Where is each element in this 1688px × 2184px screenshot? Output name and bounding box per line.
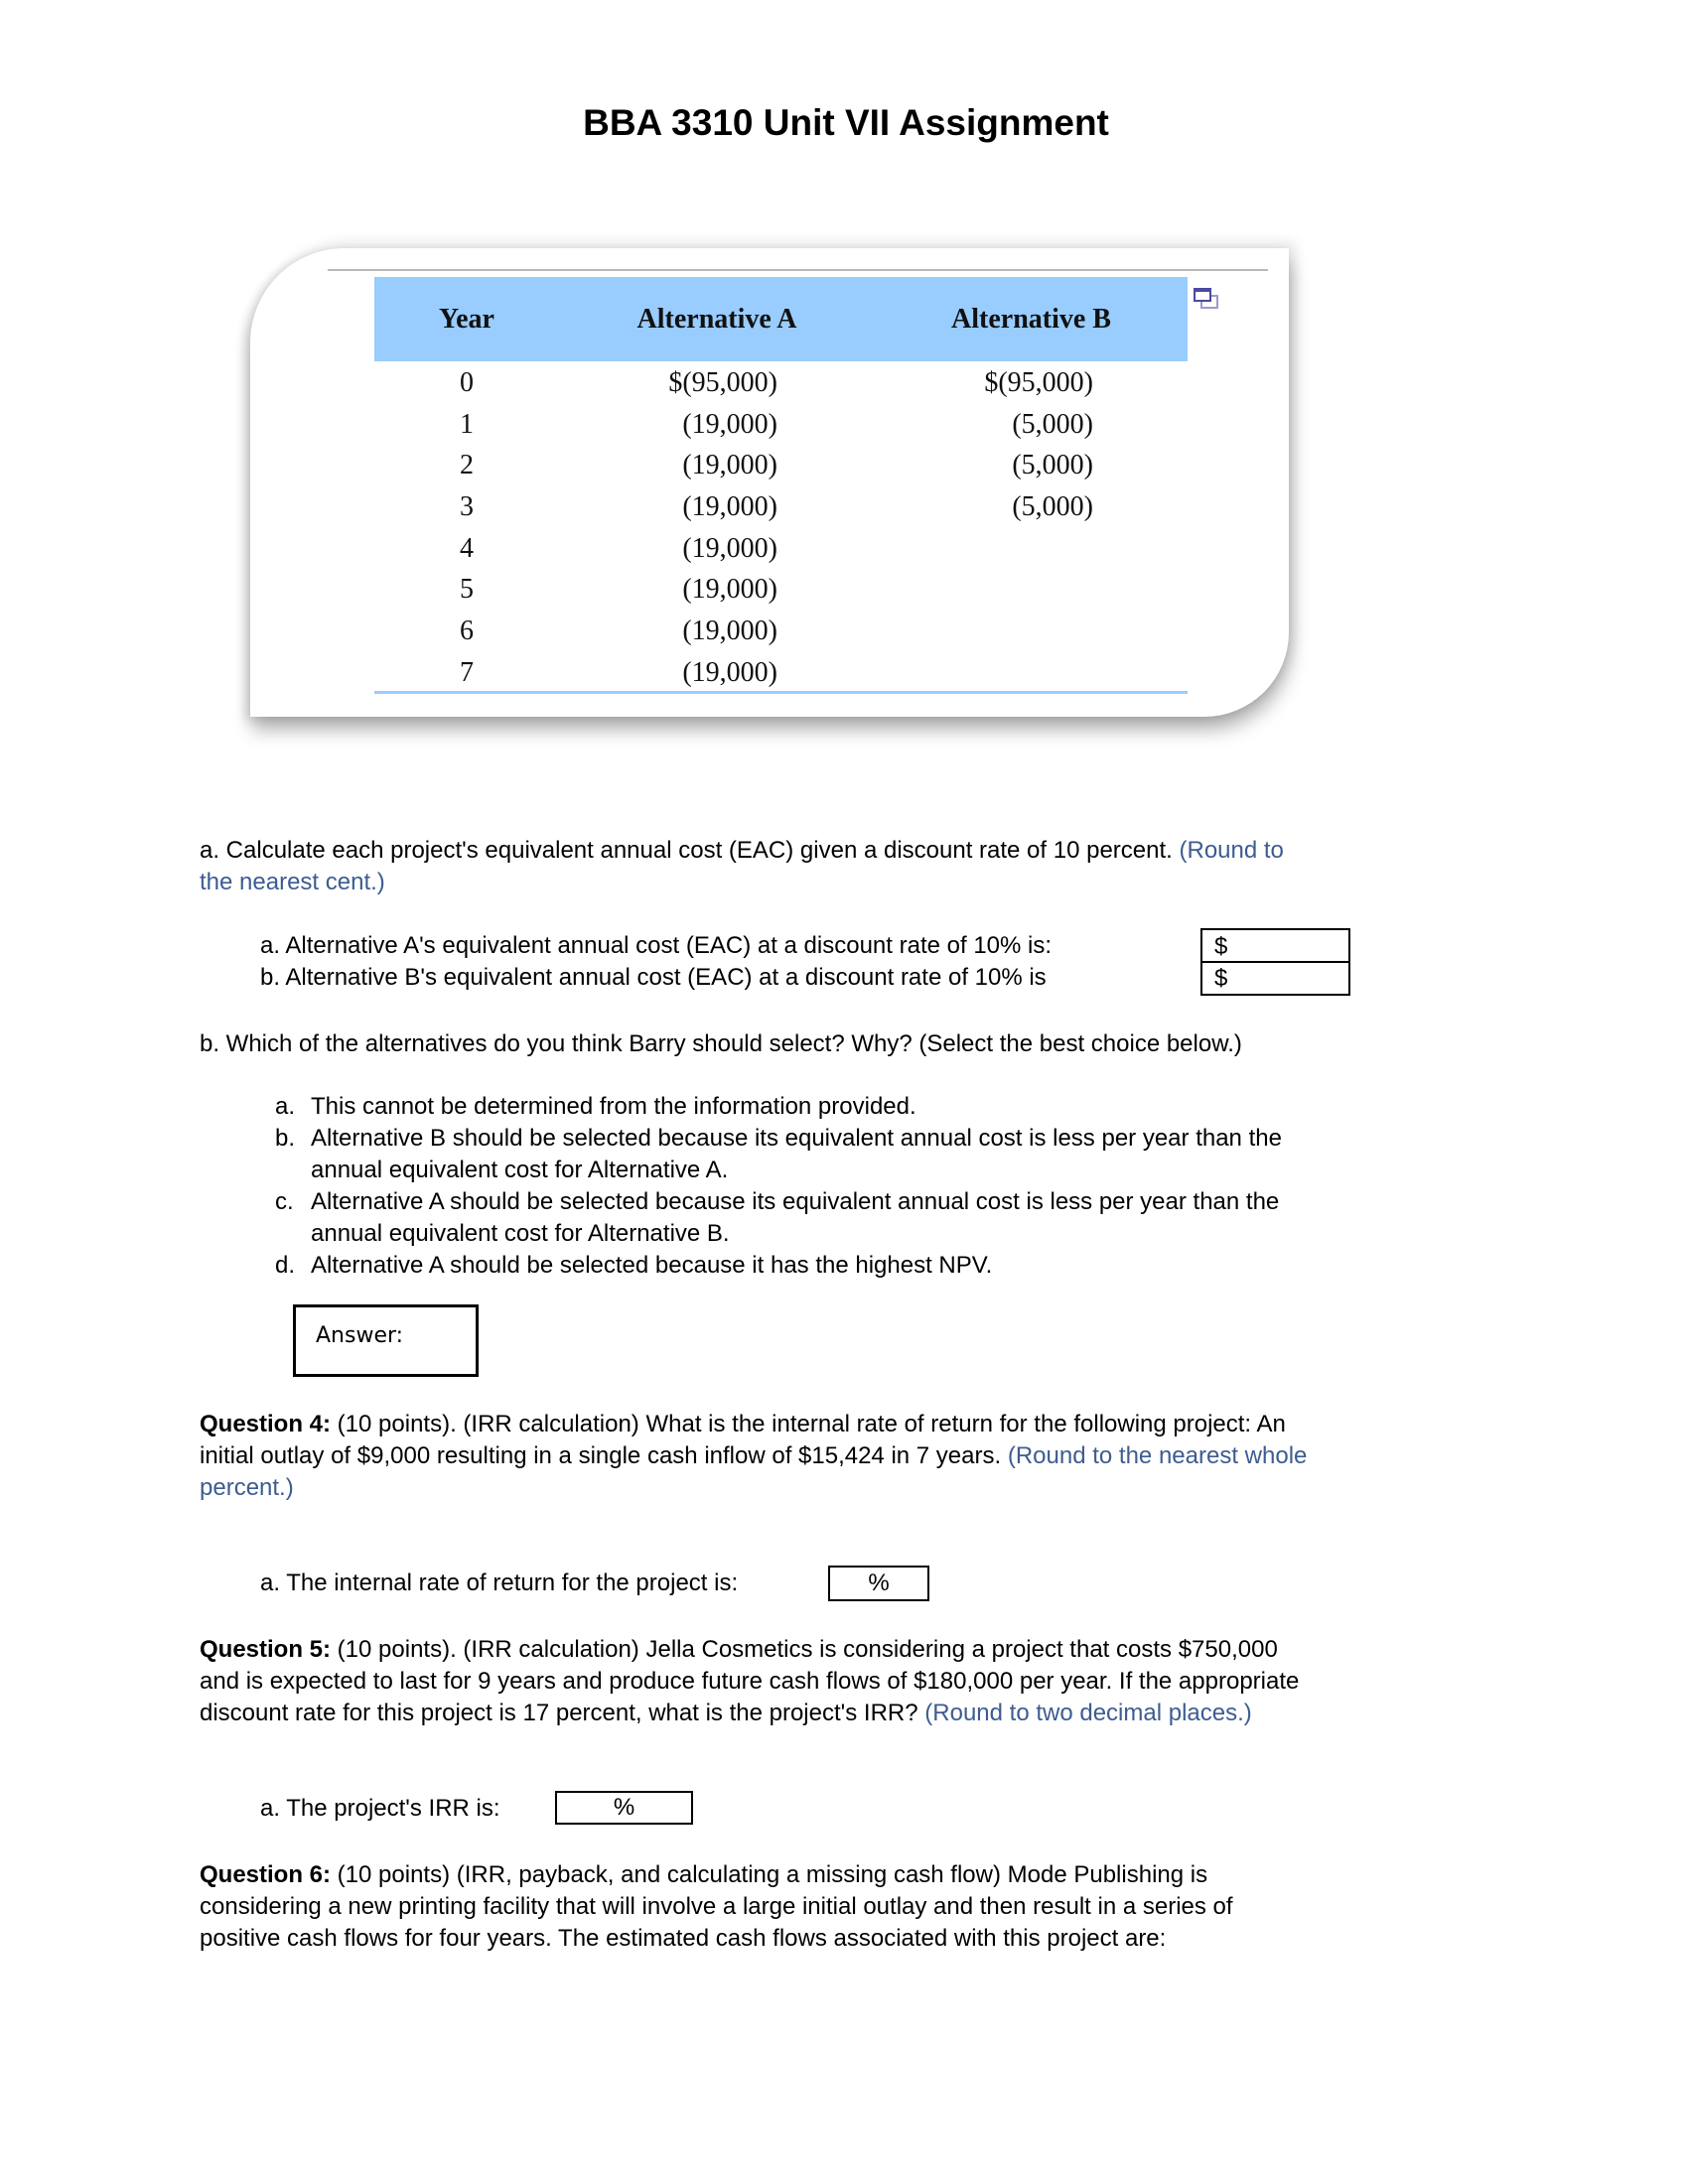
choice-marker: a. [275, 1093, 296, 1120]
cell-alternative-b [875, 568, 1093, 610]
eac-alternative-b-label: b. Alternative B's equivalent annual cost (EAC) at a discount rate of 10% is [260, 964, 1047, 991]
table-row [374, 527, 1188, 569]
cell-alternative-a: (19,000) [682, 656, 777, 688]
question-5-label: Question 5: [200, 1636, 332, 1663]
choice-marker: b. [275, 1125, 296, 1152]
choice-text-continued: annual equivalent cost for Alternative B. [311, 1220, 730, 1247]
table-row [374, 485, 1188, 527]
cell-alternative-b [875, 651, 1093, 693]
percent-suffix: % [868, 1570, 890, 1596]
cell-alternative-b: $(95,000) [984, 367, 1093, 398]
cell-year: 2 [460, 450, 474, 481]
rounding-hint: (Round to two decimal places.) [924, 1700, 1252, 1726]
table-header-row [374, 277, 1188, 361]
cell-alternative-a: (19,000) [682, 574, 777, 606]
table-top-divider [328, 269, 1268, 271]
question-5-text: (10 points). (IRR calculation) Jella Cosmetics is considering a project that costs $750,000 [331, 1636, 1278, 1663]
part-a-prompt [200, 835, 1284, 867]
table-row [374, 403, 1188, 445]
choice-marker: c. [275, 1188, 294, 1215]
popout-window-icon[interactable] [1194, 288, 1219, 310]
choice-text: Alternative A should be selected because it has the highest NPV. [311, 1252, 993, 1279]
cell-alternative-a: (19,000) [682, 408, 777, 440]
cell-alternative-b [875, 527, 1093, 569]
rounding-hint: (Round to [1179, 837, 1284, 864]
question-6-text: (10 points) (IRR, payback, and calculating a missing cash flow) Mode Publishing is [331, 1861, 1208, 1888]
rounding-hint-continued: the nearest cent.) [200, 869, 385, 895]
cell-year: 6 [460, 615, 474, 647]
column-header-alternative-b: Alternative B [951, 304, 1111, 335]
table-bottom-rule [374, 691, 1188, 694]
cell-year: 7 [460, 656, 474, 688]
eac-alternative-b-input[interactable] [1200, 961, 1350, 996]
cell-year: 0 [460, 367, 474, 398]
choice-text: Alternative B should be selected because its equivalent annual cost is less per year than the [311, 1125, 1282, 1152]
cell-year: 3 [460, 491, 474, 523]
cell-alternative-a: (19,000) [682, 532, 777, 564]
question-5-text-continued: discount rate for this project is 17 percent, what is the project's IRR? [200, 1700, 918, 1726]
irr-question-5-label: a. The project's IRR is: [260, 1795, 500, 1822]
dollar-prefix: $ [1214, 965, 1228, 992]
choice-text: Alternative A should be selected because its equivalent annual cost is less per year than the [311, 1188, 1280, 1215]
table-row [374, 444, 1188, 485]
choice-text-continued: annual equivalent cost for Alternative A. [311, 1157, 729, 1183]
part-b-prompt: b. Which of the alternatives do you think Barry should select? Why? (Select the best choice below.) [200, 1030, 1242, 1057]
answer-label: Answer: [316, 1323, 404, 1348]
rounding-hint-continued: percent.) [200, 1474, 294, 1501]
cell-alternative-b: (5,000) [1012, 491, 1093, 523]
cell-alternative-b: (5,000) [1012, 408, 1093, 440]
table-body [374, 361, 1188, 693]
choice-marker: d. [275, 1252, 296, 1279]
cell-alternative-b: (5,000) [1012, 450, 1093, 481]
table-row [374, 651, 1188, 693]
column-header-year: Year [439, 304, 494, 335]
cell-year: 5 [460, 574, 474, 606]
dollar-prefix: $ [1214, 933, 1228, 960]
question-4-line-2 [200, 1440, 1307, 1472]
cell-alternative-b [875, 610, 1093, 651]
column-header-alternative-a: Alternative A [636, 304, 797, 335]
question-4-text-continued: initial outlay of $9,000 resulting in a single cash inflow of $15,424 in 7 years. [200, 1442, 1002, 1469]
eac-alternative-a-label: a. Alternative A's equivalent annual cost (EAC) at a discount rate of 10% is: [260, 932, 1053, 959]
eac-alternative-a-input[interactable] [1200, 928, 1350, 964]
cell-alternative-a: (19,000) [682, 450, 777, 481]
table-row [374, 568, 1188, 610]
question-5-line-1 [200, 1634, 1278, 1666]
choice-text: This cannot be determined from the information provided. [311, 1093, 916, 1120]
table-row [374, 361, 1188, 403]
rounding-hint: (Round to the nearest whole [1007, 1442, 1308, 1469]
question-5-line-2: and is expected to last for 9 years and produce future cash flows of $180,000 per year. If the appropriate [200, 1668, 1300, 1695]
question-4-text: (10 points). (IRR calculation) What is the internal rate of return for the following project: An [331, 1411, 1286, 1437]
irr-question-4-label: a. The internal rate of return for the project is: [260, 1570, 739, 1596]
cell-alternative-a: (19,000) [682, 491, 777, 523]
question-5-line-3 [200, 1698, 1252, 1729]
question-6-line-3: positive cash flows for four years. The estimated cash flows associated with this project are: [200, 1925, 1167, 1952]
cell-alternative-a: (19,000) [682, 615, 777, 647]
question-4-label: Question 4: [200, 1411, 332, 1437]
percent-suffix: % [613, 1794, 635, 1821]
answer-box[interactable] [293, 1304, 479, 1377]
cell-year: 4 [460, 532, 474, 564]
irr-question-5-input[interactable] [555, 1791, 693, 1825]
question-6-line-1 [200, 1859, 1207, 1891]
question-6-line-2: considering a new printing facility that will involve a large initial outlay and then result in a series of [200, 1893, 1233, 1920]
part-a-prompt-text: a. Calculate each project's equivalent annual cost (EAC) given a discount rate of 10 percent. [200, 837, 1173, 864]
question-4-line-1 [200, 1409, 1286, 1440]
page-title: BBA 3310 Unit VII Assignment [583, 102, 1109, 143]
question-6-label: Question 6: [200, 1861, 332, 1888]
cell-year: 1 [460, 408, 474, 440]
table-row [374, 610, 1188, 651]
cell-alternative-a: $(95,000) [668, 367, 777, 398]
irr-question-4-input[interactable] [828, 1566, 929, 1601]
